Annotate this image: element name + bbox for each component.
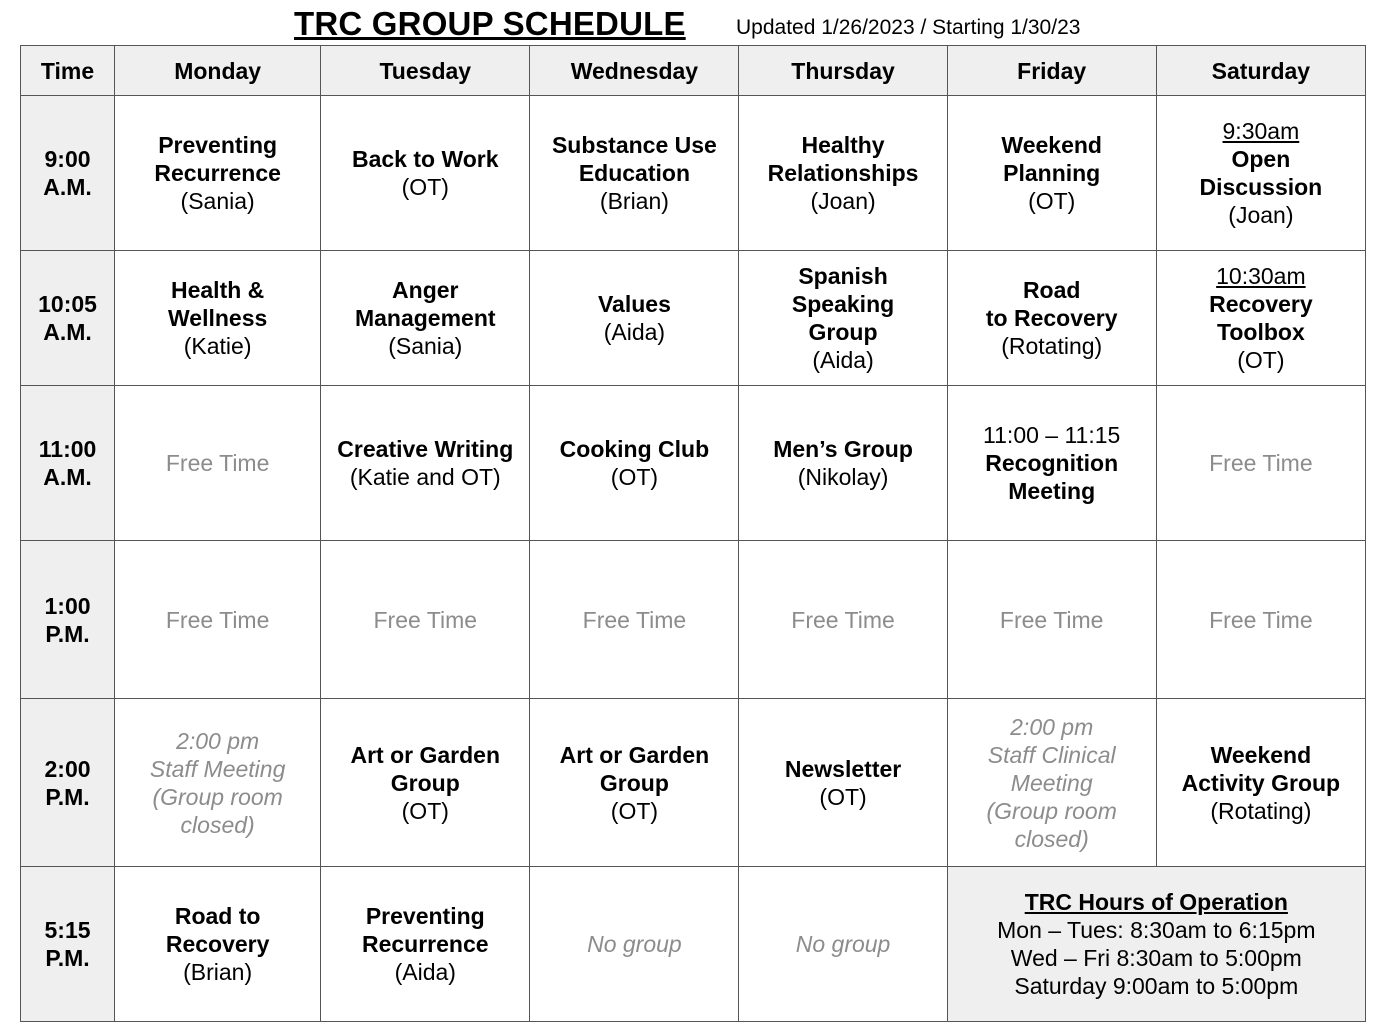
time-cell: 11:00 A.M. — [21, 386, 115, 541]
session-leader: (Aida) — [394, 959, 456, 985]
hours-line: Mon – Tues: 8:30am to 6:15pm — [997, 917, 1316, 943]
session-cell — [1156, 699, 1365, 867]
page-header — [0, 4, 1378, 44]
hours-line: Saturday 9:00am to 5:00pm — [1014, 973, 1299, 999]
column-header-tuesday: Tuesday — [321, 46, 530, 96]
hours-of-operation — [947, 867, 1365, 1022]
session-leader: (OT) — [401, 174, 449, 200]
table-row — [21, 867, 1366, 1022]
free-time-cell: Free Time — [530, 541, 739, 699]
free-time-cell: Free Time — [321, 541, 530, 699]
session-leader: (Rotating) — [1210, 797, 1312, 824]
column-header-friday: Friday — [947, 46, 1156, 96]
session-leader: (OT) — [819, 783, 867, 810]
session-title: to Recovery — [985, 305, 1118, 331]
session-cell — [947, 386, 1156, 541]
session-time: 9:30am — [1222, 118, 1300, 144]
session-title: Recovery — [165, 931, 270, 957]
session-cell — [321, 96, 530, 251]
session-title: Recurrence — [361, 931, 489, 957]
session-leader: (OT) — [610, 797, 659, 824]
hours-line: Wed – Fri 8:30am to 5:00pm — [1010, 945, 1302, 971]
session-title: Activity Group — [1181, 769, 1341, 796]
session-cell — [947, 96, 1156, 251]
no-group-cell: No group — [739, 867, 947, 1022]
session-cell — [530, 699, 739, 867]
table-row — [21, 699, 1366, 867]
session-title: Road — [1022, 277, 1081, 303]
session-title: Group — [390, 769, 460, 796]
table-row — [21, 541, 1366, 699]
session-cell — [530, 96, 739, 251]
session-title: Creative Writing — [337, 436, 514, 462]
header-row — [21, 46, 1366, 96]
time-cell: 5:15 P.M. — [21, 867, 115, 1022]
table-row — [21, 386, 1366, 541]
session-leader: (Sania) — [180, 188, 255, 214]
column-header-monday: Monday — [115, 46, 321, 96]
column-header-wednesday: Wednesday — [530, 46, 739, 96]
table-row — [21, 96, 1366, 251]
session-cell — [530, 386, 739, 541]
session-leader: (Nikolay) — [797, 464, 889, 490]
column-header-saturday: Saturday — [1156, 46, 1365, 96]
session-title: Recurrence — [154, 160, 281, 186]
free-time-cell: Free Time — [739, 541, 947, 699]
schedule-table — [20, 45, 1366, 1022]
session-cell — [115, 251, 321, 386]
session-title: Newsletter — [784, 755, 902, 782]
session-cell — [739, 251, 947, 386]
session-title: Cooking Club — [559, 436, 710, 462]
session-title: Preventing — [158, 132, 278, 158]
staff-meeting-cell: 2:00 pm Staff Meeting (Group room closed) — [115, 699, 321, 867]
time-cell: 2:00 P.M. — [21, 699, 115, 867]
free-time-cell: Free Time — [1156, 541, 1365, 699]
session-title: Back to Work — [351, 146, 499, 172]
session-title: Weekend — [1210, 741, 1312, 768]
session-leader: (Brian) — [599, 188, 669, 214]
free-time-cell: Free Time — [1156, 386, 1365, 541]
session-title: Wellness — [167, 305, 268, 331]
free-time-cell: Free Time — [115, 386, 321, 541]
session-leader: (Aida) — [812, 347, 874, 373]
free-time-cell: Free Time — [115, 541, 321, 699]
session-title: Substance Use — [551, 132, 717, 158]
session-title: Healthy — [801, 132, 885, 158]
session-leader: (Rotating) — [1001, 333, 1103, 359]
session-cell — [115, 96, 321, 251]
session-cell — [1156, 251, 1365, 386]
session-title: Health & — [170, 277, 265, 303]
session-leader: (OT) — [1028, 188, 1076, 214]
session-title: Anger — [392, 277, 459, 303]
session-leader: (Katie and OT) — [349, 464, 501, 490]
session-title: Meeting — [1008, 478, 1096, 504]
no-group-cell: No group — [530, 867, 739, 1022]
session-title: Spanish — [798, 263, 888, 289]
time-cell: 10:05 A.M. — [21, 251, 115, 386]
free-time-cell: Free Time — [947, 541, 1156, 699]
session-leader: (OT) — [610, 464, 659, 490]
session-cell — [739, 699, 947, 867]
session-leader: (Aida) — [603, 319, 666, 345]
session-cell — [321, 386, 530, 541]
session-title: Recognition — [985, 450, 1119, 476]
session-title: Planning — [1003, 160, 1101, 186]
session-cell — [115, 867, 321, 1022]
session-title: Men’s Group — [773, 436, 913, 462]
session-leader: (Sania) — [388, 333, 463, 359]
session-title: Relationships — [767, 160, 919, 186]
staff-meeting-cell: 2:00 pm Staff Clinical Meeting (Group room closed) — [947, 699, 1156, 867]
session-title: Values — [597, 291, 671, 317]
session-title: Group — [599, 769, 669, 796]
session-title: Speaking — [791, 291, 895, 317]
table-row — [21, 251, 1366, 386]
session-leader: (Brian) — [183, 959, 253, 985]
session-leader: (OT) — [401, 797, 449, 824]
session-cell — [739, 386, 947, 541]
session-title: Toolbox — [1217, 319, 1305, 345]
session-cell — [321, 251, 530, 386]
session-title: Open — [1231, 146, 1291, 172]
session-title: Group — [808, 319, 878, 345]
session-leader: (Joan) — [1228, 202, 1294, 228]
session-cell — [739, 96, 947, 251]
time-cell: 9:00 A.M. — [21, 96, 115, 251]
hours-title: TRC Hours of Operation — [1024, 889, 1288, 915]
page-subtitle: Updated 1/26/2023 / Starting 1/30/23 — [736, 16, 1081, 39]
session-title: Art or Garden — [559, 741, 710, 768]
session-title: Recovery — [1209, 291, 1313, 317]
session-cell — [530, 251, 739, 386]
session-title: Art or Garden — [350, 741, 501, 768]
session-title: Education — [578, 160, 690, 186]
session-title: Management — [354, 305, 496, 331]
session-leader: (Katie) — [183, 333, 252, 359]
page-title: TRC GROUP SCHEDULE — [294, 5, 686, 42]
session-cell — [947, 251, 1156, 386]
session-cell — [1156, 96, 1365, 251]
time-cell: 1:00 P.M. — [21, 541, 115, 699]
column-header-time: Time — [21, 46, 115, 96]
column-header-thursday: Thursday — [739, 46, 947, 96]
session-title: Discussion — [1199, 174, 1323, 200]
session-leader: (OT) — [1237, 347, 1285, 373]
session-time: 11:00 – 11:15 — [983, 422, 1121, 448]
session-title: Preventing — [365, 903, 485, 929]
session-leader: (Joan) — [810, 188, 876, 214]
session-time: 10:30am — [1216, 263, 1306, 289]
session-title: Weekend — [1001, 132, 1102, 158]
session-cell — [321, 867, 530, 1022]
session-cell — [321, 699, 530, 867]
session-title: Road to — [174, 903, 261, 929]
